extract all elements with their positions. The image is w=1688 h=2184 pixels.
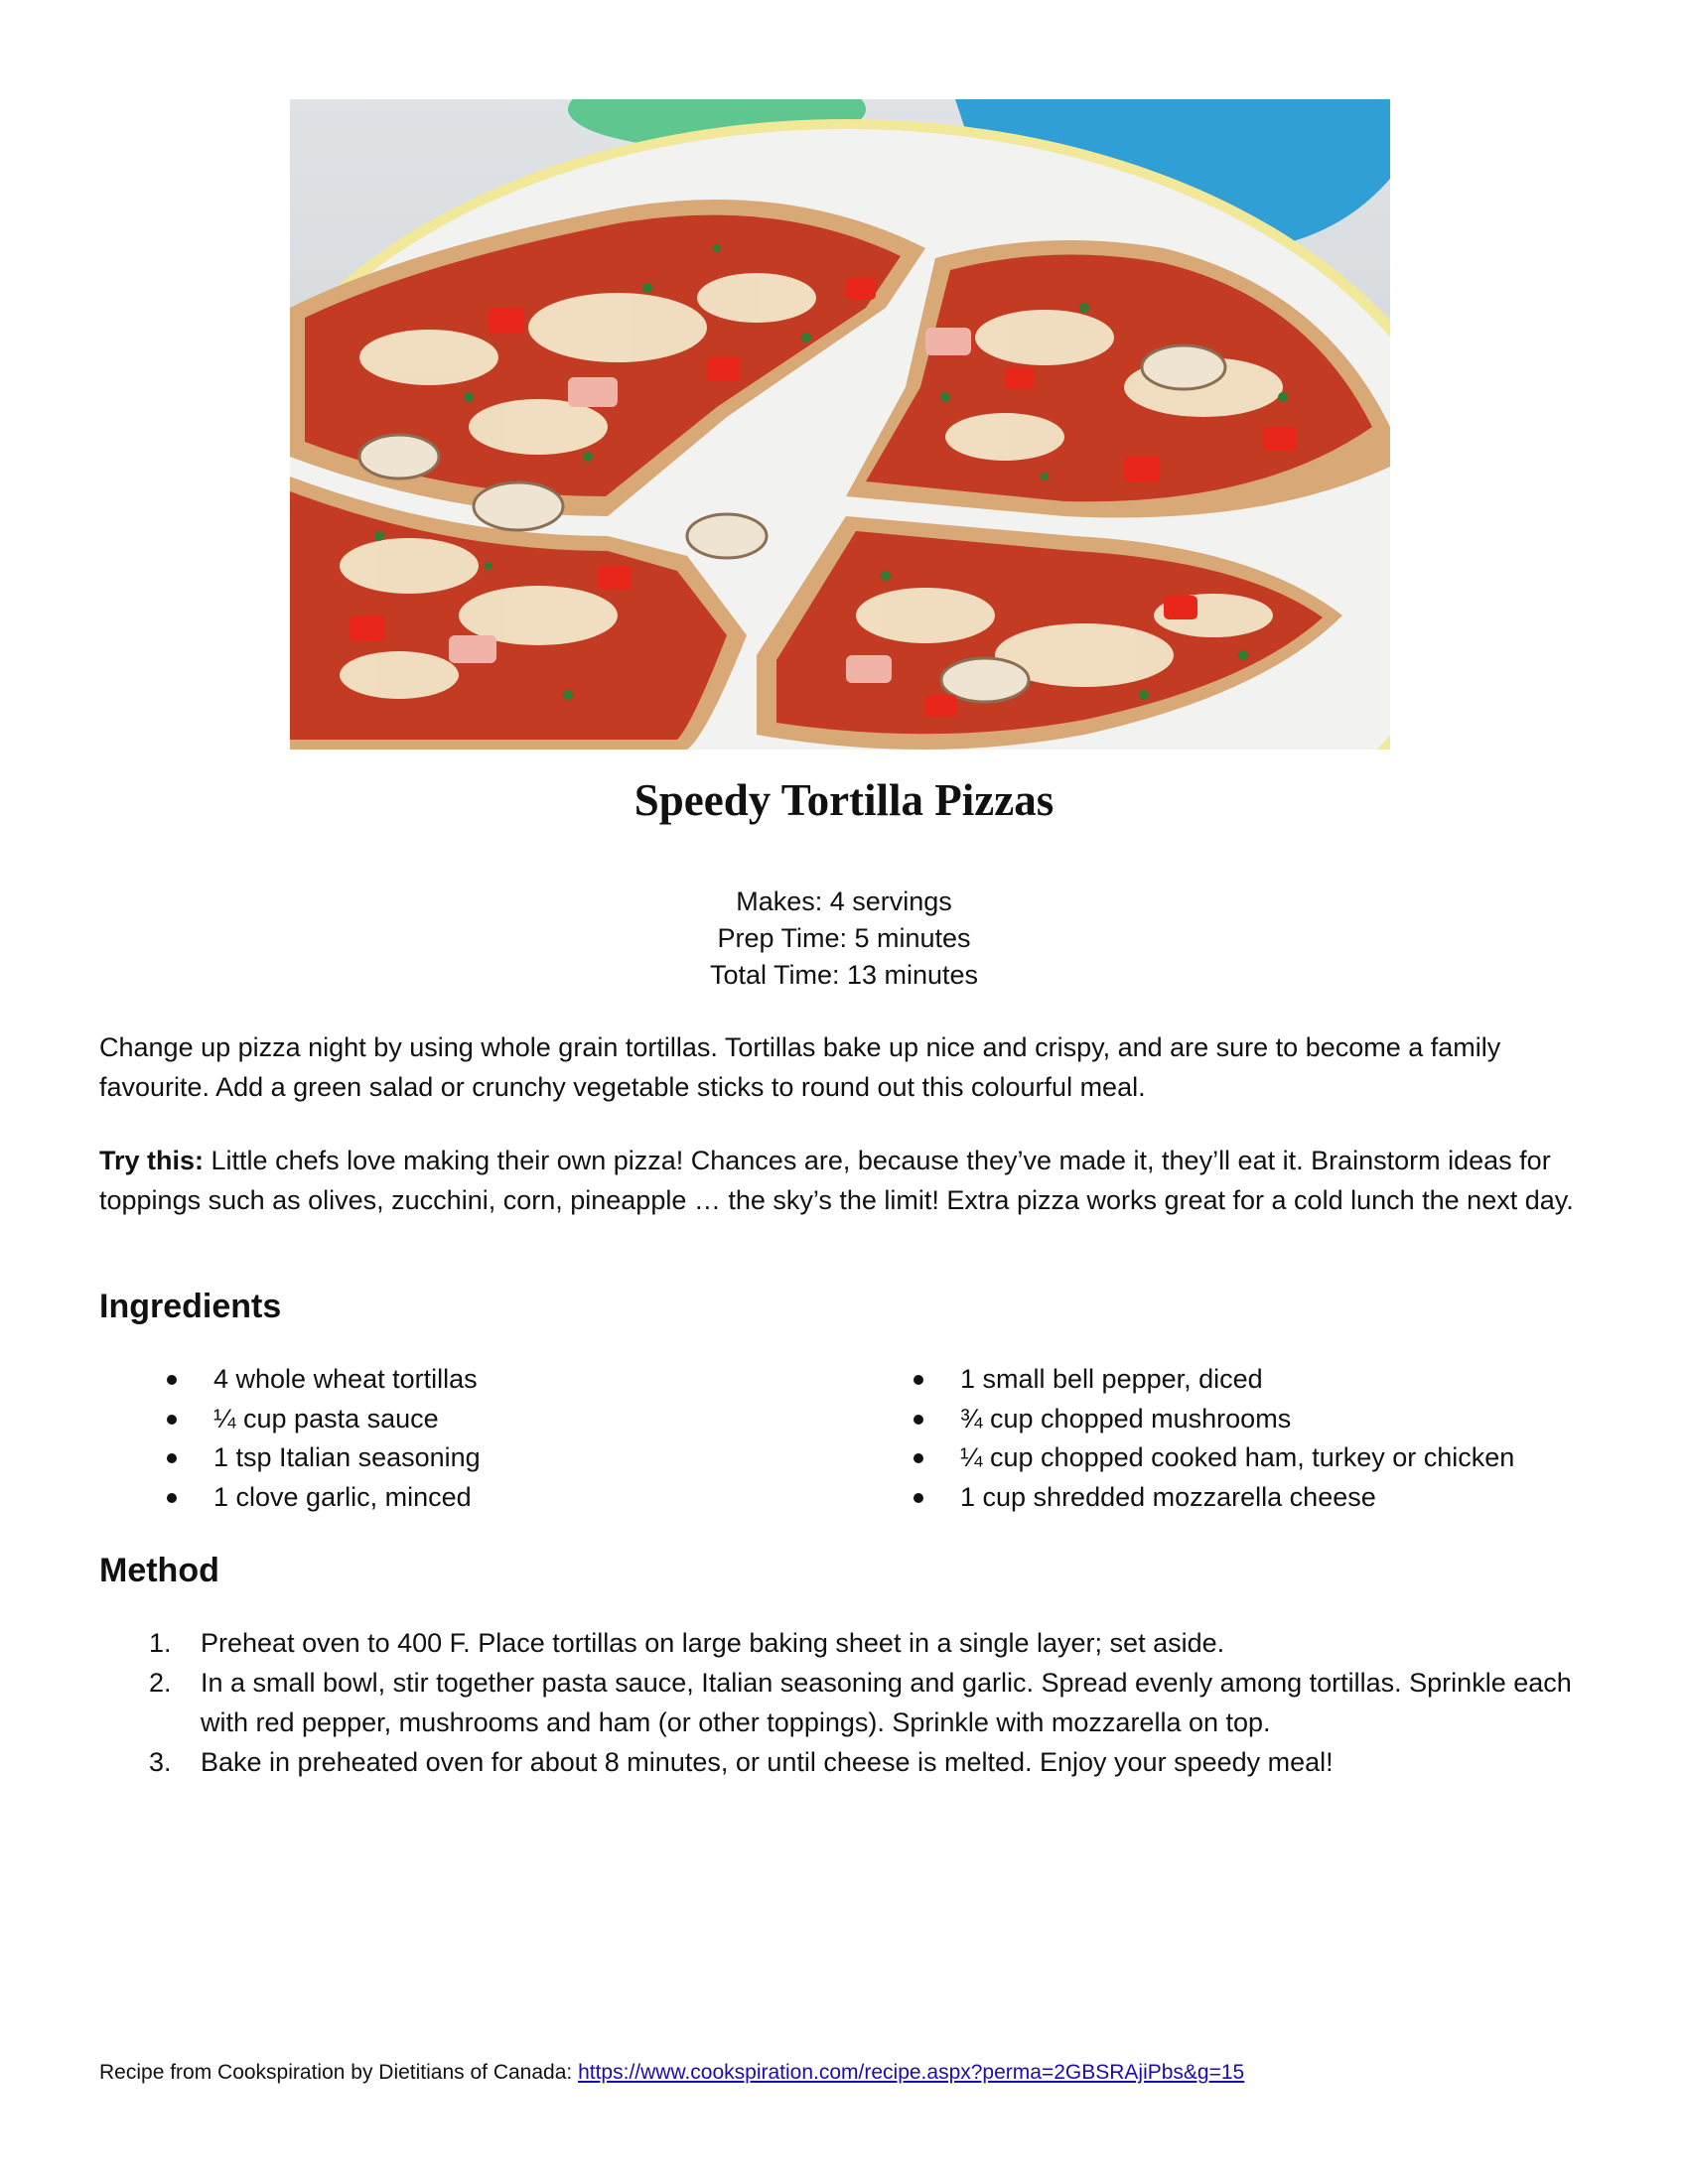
method-step: [99, 1742, 1589, 1782]
pizza-illustration: [290, 99, 1390, 750]
ingredient-item: ¾ cup chopped mushrooms: [906, 1400, 1514, 1439]
step-text: Preheat oven to 400 F. Place tortillas on large baking sheet in a single layer; set aside.: [201, 1628, 1225, 1658]
prep-time-text: Prep Time: 5 minutes: [717, 923, 971, 953]
ingredient-item: ¼ cup pasta sauce: [159, 1400, 481, 1439]
step-text: In a small bowl, stir together pasta sauce, Italian seasoning and garlic. Spread evenly among tortillas. Sprinkle each with red pepper, mushrooms and ham (or other toppings). Sprinkle with mozzarella on top.: [201, 1668, 1572, 1737]
ingredients-list-right: [906, 1360, 1514, 1517]
ingredient-item: 1 tsp Italian seasoning: [159, 1438, 481, 1478]
ingredient-item: 1 small bell pepper, diced: [906, 1360, 1514, 1400]
step-number: 3.: [149, 1747, 172, 1777]
ingredient-item: 1 clove garlic, minced: [159, 1478, 481, 1518]
step-text: Bake in preheated oven for about 8 minutes, or until cheese is melted. Enjoy your speedy meal!: [201, 1747, 1334, 1777]
recipe-meta: [0, 884, 1688, 994]
intro-paragraph: Change up pizza night by using whole grain tortillas. Tortillas bake up nice and crispy, and are sure to become a family favourite. Add a green salad or crunchy vegetable sticks to round out this colourful meal.: [99, 1032, 1501, 1102]
ingredients-heading: Ingredients: [99, 1288, 282, 1325]
source-credit: [99, 2061, 1244, 2085]
ingredient-item: 1 cup shredded mozzarella cheese: [906, 1478, 1514, 1518]
ingredients-list-left: [159, 1360, 481, 1517]
method-step: [99, 1663, 1589, 1742]
method-step: [99, 1623, 1589, 1663]
recipe-photo: [290, 99, 1390, 750]
servings-text: Makes: 4 servings: [736, 887, 952, 916]
ingredient-item: 4 whole wheat tortillas: [159, 1360, 481, 1400]
try-this-text: Little chefs love making their own pizza! Chances are, because they’ve made it, they’ll eat it. Brainstorm ideas for toppings such as olives, zucchini, corn, pineapple … the sky’s the limit! Extra pizza works great for a cold lunch the next day.: [99, 1146, 1574, 1215]
step-number: 1.: [149, 1628, 172, 1658]
try-this-paragraph: [99, 1141, 1589, 1220]
try-this-label: Try this:: [99, 1146, 205, 1175]
method-steps: [99, 1623, 1589, 1782]
step-number: 2.: [149, 1668, 172, 1698]
recipe-title: Speedy Tortilla Pizzas: [633, 775, 1055, 825]
source-credit-text: Recipe from Cookspiration by Dietitians of Canada:: [99, 2061, 579, 2084]
source-link[interactable]: https://www.cookspiration.com/recipe.aspx?perma=2GBSRAjiPbs&g=15: [578, 2061, 1245, 2084]
total-time-text: Total Time: 13 minutes: [709, 960, 979, 990]
ingredient-item: ¼ cup chopped cooked ham, turkey or chicken: [906, 1438, 1514, 1478]
method-heading: Method: [99, 1552, 219, 1589]
